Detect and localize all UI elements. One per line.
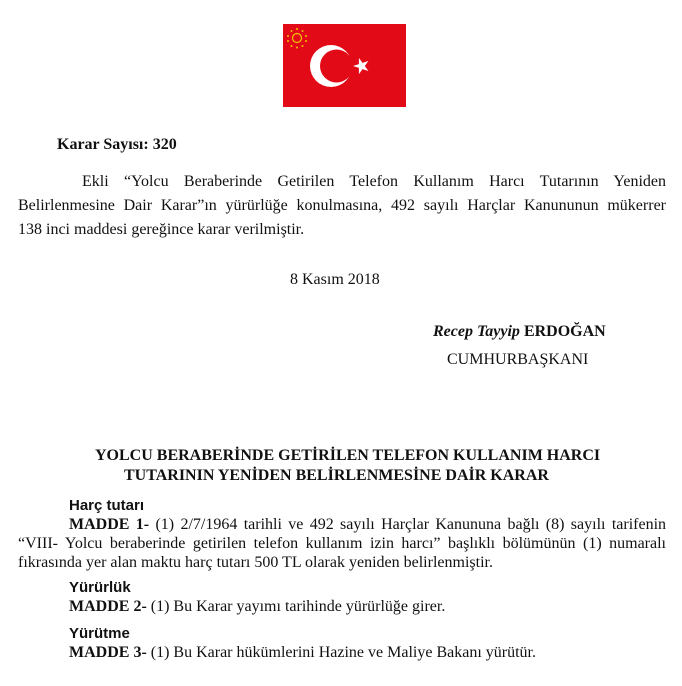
signatory-name — [433, 322, 606, 342]
signatory-title: CUMHURBAŞKANI — [447, 351, 589, 368]
turkish-flag — [283, 24, 406, 107]
crescent-inner — [320, 50, 353, 83]
intro-line-1: Ekli “Yolcu Beraberinde Getirilen Telefon Kullanım Harcı Tutarının Yeniden — [82, 173, 666, 190]
article-3-text: (1) Bu Karar hükümlerini Hazine ve Maliye Bakanı yürütür. — [146, 644, 536, 661]
article-3-label: MADDE 3- — [69, 644, 147, 661]
article-1-line-1 — [69, 515, 666, 535]
intro-line-2: Belirlenmesine Dair Karar”ın yürürlüğe konulmasına, 492 sayılı Harçlar Kanununun mükerrer — [18, 197, 666, 214]
article-1-title: Harç tutarı — [69, 497, 145, 514]
article-1-label: MADDE 1- — [69, 516, 150, 533]
article-2-text: (1) Bu Karar yayımı tarihinde yürürlüğe girer. — [146, 598, 446, 615]
signatory-last-name: ERDOĞAN — [523, 323, 606, 340]
decision-heading-line-1: YOLCU BERABERİNDE GETİRİLEN TELEFON KULLANIM HARCI — [95, 447, 601, 464]
article-2-line-1 — [69, 597, 445, 617]
article-2-label: MADDE 2- — [69, 598, 147, 615]
article-2-title: Yürürlük — [69, 579, 131, 596]
article-3-line-1 — [69, 643, 536, 663]
article-1-line-3: fıkrasında yer alan maktu harç tutarı 500 TL olarak yeniden belirlenmiştir. — [18, 554, 493, 571]
article-3-title: Yürütme — [69, 625, 130, 642]
signatory-first-name: Recep Tayyip — [433, 323, 520, 340]
decision-number: Karar Sayısı: 320 — [57, 136, 177, 153]
flag-icon — [283, 24, 406, 107]
intro-line-3: 138 inci maddesi gereğince karar verilmiştir. — [18, 221, 305, 238]
decision-heading-line-2: TUTARININ YENİDEN BELİRLENMESİNE DAİR KARAR — [124, 467, 549, 484]
article-1-line-2: “VIII- Yolcu beraberinde getirilen telefon kullanım izin harcı” başlıklı bölümünün (1) numaralı — [18, 535, 666, 552]
article-1-text: (1) 2/7/1964 tarihli ve 492 sayılı Harçlar Kanununa bağlı (8) sayılı tarifenin — [149, 516, 667, 533]
decision-date: 8 Kasım 2018 — [290, 271, 380, 288]
